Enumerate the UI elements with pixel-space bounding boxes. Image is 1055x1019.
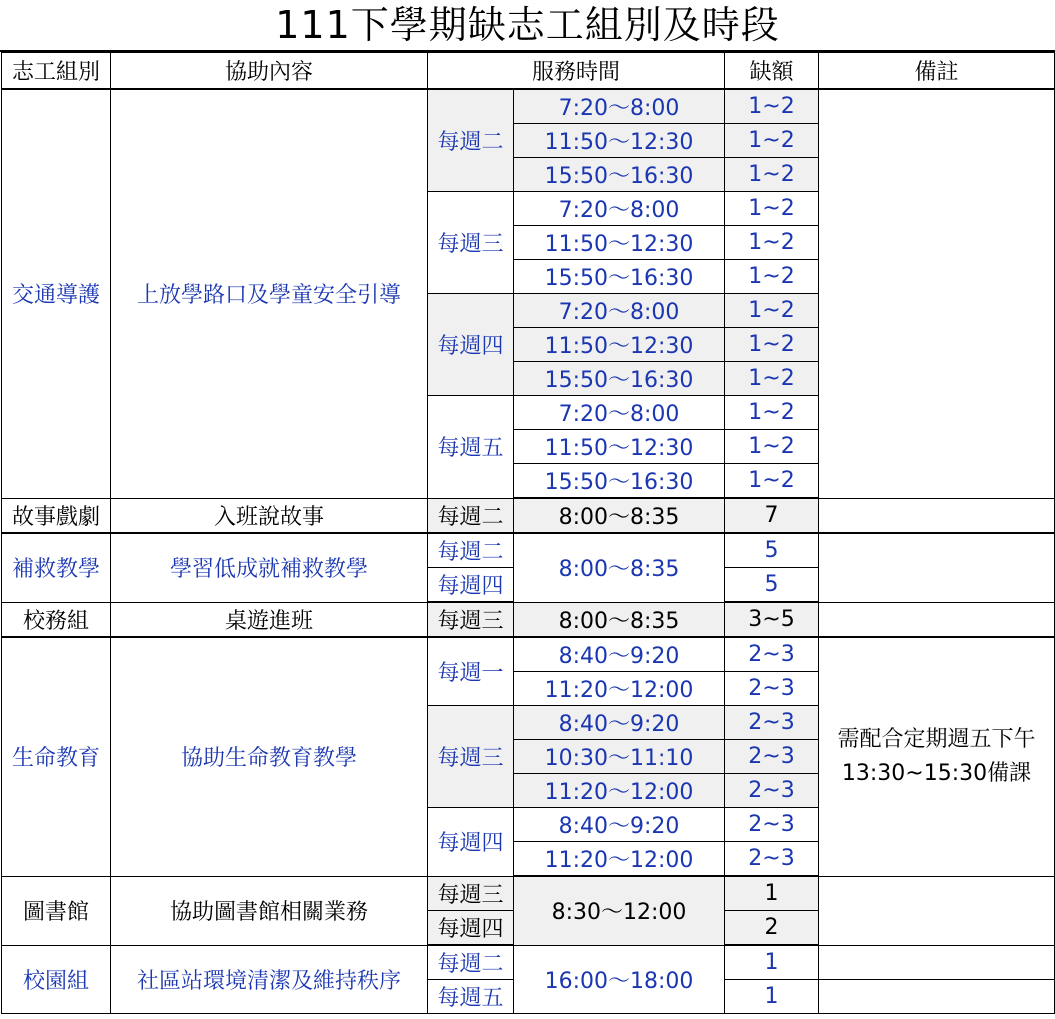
header-group: 志工組別 bbox=[2, 53, 111, 90]
group-content: 入班說故事 bbox=[111, 498, 428, 533]
vacancy-cell: 1~2 bbox=[725, 328, 819, 362]
time-cell: 8:40～9:20 bbox=[514, 808, 725, 842]
remarks-cell bbox=[819, 602, 1055, 637]
group-name: 補救教學 bbox=[2, 533, 111, 602]
day-cell: 每週二 bbox=[428, 89, 514, 192]
group-name: 交通導護 bbox=[2, 89, 111, 498]
group-content: 社區站環境清潔及維持秩序 bbox=[111, 945, 428, 1014]
day-cell: 每週三 bbox=[428, 602, 514, 637]
table-row bbox=[2, 876, 1055, 911]
day-cell: 每週一 bbox=[428, 637, 514, 706]
time-cell: 15:50～16:30 bbox=[514, 158, 725, 192]
table-row bbox=[2, 533, 1055, 568]
time-cell: 11:20～12:00 bbox=[514, 672, 725, 706]
day-cell: 每週五 bbox=[428, 396, 514, 499]
vacancy-cell: 5 bbox=[725, 533, 819, 568]
time-cell: 7:20～8:00 bbox=[514, 192, 725, 226]
remarks-cell bbox=[819, 945, 1055, 980]
time-cell: 8:00～8:35 bbox=[514, 602, 725, 637]
volunteer-schedule-table bbox=[1, 52, 1055, 1014]
vacancy-cell: 1~2 bbox=[725, 124, 819, 158]
remarks-cell bbox=[819, 980, 1055, 1014]
remarks-cell bbox=[819, 533, 1055, 602]
vacancy-cell: 2~3 bbox=[725, 774, 819, 808]
group-name: 故事戲劇 bbox=[2, 498, 111, 533]
time-cell: 8:00～8:35 bbox=[514, 533, 725, 602]
table-row bbox=[2, 945, 1055, 980]
time-cell: 11:20～12:00 bbox=[514, 842, 725, 877]
day-cell: 每週三 bbox=[428, 706, 514, 808]
day-cell: 每週四 bbox=[428, 911, 514, 946]
vacancy-cell: 1~2 bbox=[725, 396, 819, 430]
group-name: 校園組 bbox=[2, 945, 111, 1014]
day-cell: 每週四 bbox=[428, 294, 514, 396]
time-cell: 11:20～12:00 bbox=[514, 774, 725, 808]
day-cell: 每週三 bbox=[428, 192, 514, 294]
time-cell: 8:00～8:35 bbox=[514, 498, 725, 533]
vacancy-cell: 1~2 bbox=[725, 260, 819, 294]
day-cell: 每週三 bbox=[428, 876, 514, 911]
vacancy-cell: 2~3 bbox=[725, 672, 819, 706]
vacancy-cell: 1 bbox=[725, 945, 819, 980]
time-cell: 7:20～8:00 bbox=[514, 396, 725, 430]
group-name: 校務組 bbox=[2, 602, 111, 637]
vacancy-cell: 1~2 bbox=[725, 226, 819, 260]
vacancy-cell: 1~2 bbox=[725, 464, 819, 499]
remarks-cell bbox=[819, 498, 1055, 533]
vacancy-cell: 1~2 bbox=[725, 362, 819, 396]
remarks-cell bbox=[819, 876, 1055, 945]
vacancy-cell: 2 bbox=[725, 911, 819, 946]
table-row bbox=[2, 89, 1055, 124]
vacancy-cell: 1~2 bbox=[725, 192, 819, 226]
day-cell: 每週二 bbox=[428, 498, 514, 533]
vacancy-cell: 1~2 bbox=[725, 158, 819, 192]
time-cell: 11:50～12:30 bbox=[514, 328, 725, 362]
header-row bbox=[2, 53, 1055, 90]
remarks-cell bbox=[819, 89, 1055, 498]
day-cell: 每週四 bbox=[428, 808, 514, 877]
time-cell: 8:30～12:00 bbox=[514, 876, 725, 945]
vacancy-cell: 2~3 bbox=[725, 706, 819, 740]
group-content: 上放學路口及學童安全引導 bbox=[111, 89, 428, 498]
vacancy-cell: 1~2 bbox=[725, 294, 819, 328]
vacancy-cell: 2~3 bbox=[725, 808, 819, 842]
time-cell: 15:50～16:30 bbox=[514, 464, 725, 499]
page-title: 111下學期缺志工組別及時段 bbox=[0, 0, 1055, 52]
vacancy-cell: 2~3 bbox=[725, 637, 819, 672]
header-remarks: 備註 bbox=[819, 53, 1055, 90]
time-cell: 16:00～18:00 bbox=[514, 945, 725, 1014]
day-cell: 每週二 bbox=[428, 533, 514, 568]
vacancy-cell: 7 bbox=[725, 498, 819, 533]
time-cell: 11:50～12:30 bbox=[514, 124, 725, 158]
time-cell: 8:40～9:20 bbox=[514, 706, 725, 740]
group-name: 圖書館 bbox=[2, 876, 111, 945]
time-cell: 8:40～9:20 bbox=[514, 637, 725, 672]
vacancy-cell: 1~2 bbox=[725, 89, 819, 124]
time-cell: 11:50～12:30 bbox=[514, 226, 725, 260]
table-row bbox=[2, 498, 1055, 533]
time-cell: 7:20～8:00 bbox=[514, 294, 725, 328]
vacancy-cell: 2~3 bbox=[725, 740, 819, 774]
header-vacancy: 缺額 bbox=[725, 53, 819, 90]
group-content: 桌遊進班 bbox=[111, 602, 428, 637]
time-cell: 15:50～16:30 bbox=[514, 260, 725, 294]
group-name: 生命教育 bbox=[2, 637, 111, 876]
time-cell: 10:30～11:10 bbox=[514, 740, 725, 774]
vacancy-cell: 5 bbox=[725, 568, 819, 603]
group-content: 協助圖書館相關業務 bbox=[111, 876, 428, 945]
vacancy-cell: 3~5 bbox=[725, 602, 819, 637]
vacancy-cell: 1 bbox=[725, 980, 819, 1014]
time-cell: 11:50～12:30 bbox=[514, 430, 725, 464]
header-service-time: 服務時間 bbox=[428, 53, 725, 90]
time-cell: 15:50～16:30 bbox=[514, 362, 725, 396]
vacancy-cell: 1~2 bbox=[725, 430, 819, 464]
header-content: 協助內容 bbox=[111, 53, 428, 90]
day-cell: 每週四 bbox=[428, 568, 514, 603]
group-content: 學習低成就補救教學 bbox=[111, 533, 428, 602]
vacancy-cell: 2~3 bbox=[725, 842, 819, 877]
table-row bbox=[2, 637, 1055, 672]
time-cell: 7:20～8:00 bbox=[514, 89, 725, 124]
table-row bbox=[2, 602, 1055, 637]
day-cell: 每週二 bbox=[428, 945, 514, 980]
group-content: 協助生命教育教學 bbox=[111, 637, 428, 876]
day-cell: 每週五 bbox=[428, 980, 514, 1014]
vacancy-cell: 1 bbox=[725, 876, 819, 911]
remarks-cell: 需配合定期週五下午13:30~15:30備課 bbox=[819, 637, 1055, 876]
